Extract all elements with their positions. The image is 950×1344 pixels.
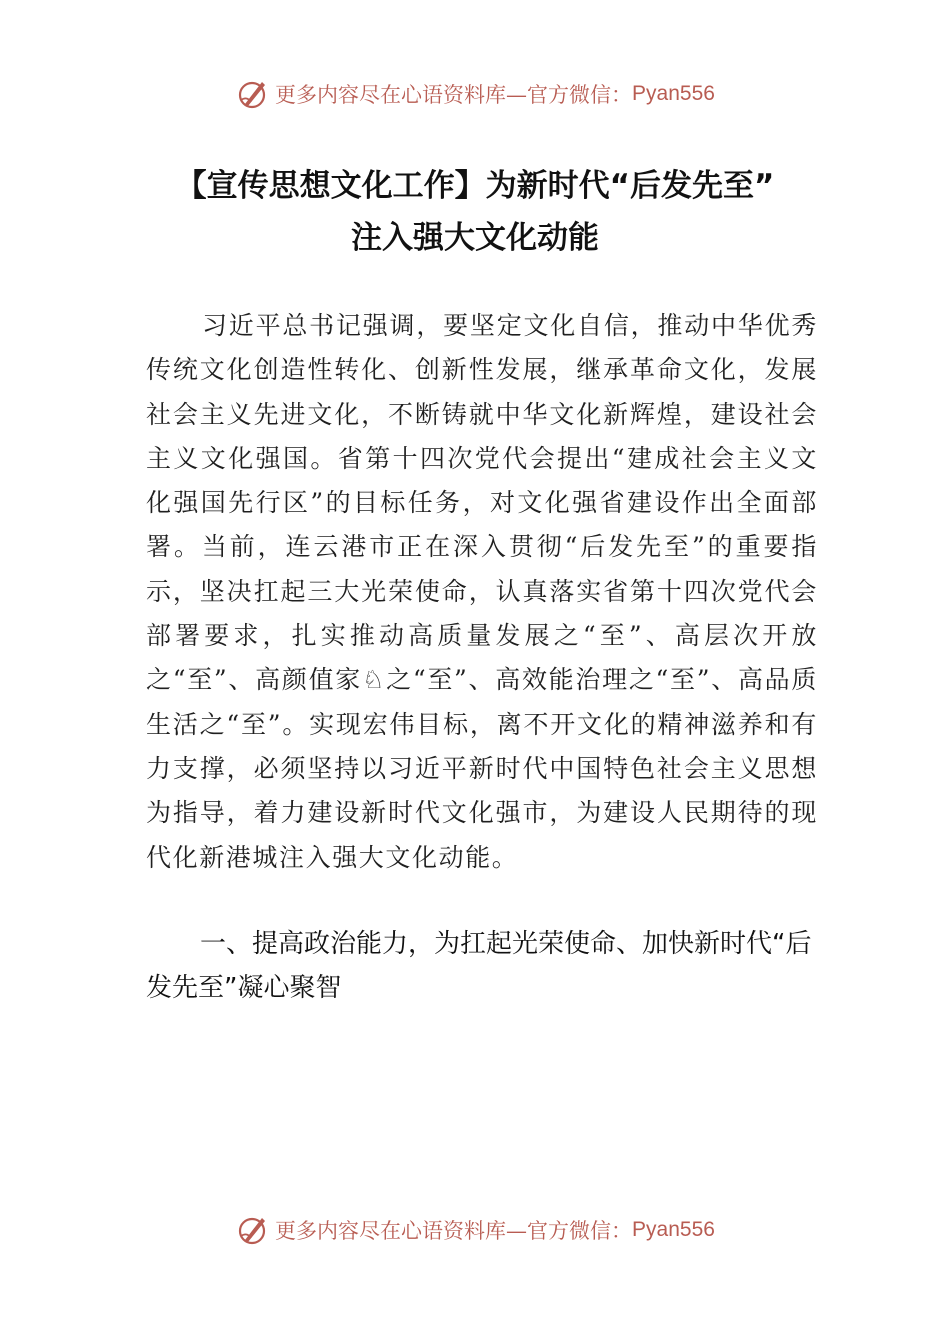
body-paragraph: 习近平总书记强调，要坚定文化自信，推动中华优秀传统文化创造性转化、创新性发展，继承革命文化，发展社会主义先进文化，不断铸就中华文化新辉煌，建设社会主义文化强国。省第十四次党代会提出“建成社会主义文化强国先行区”的目标任务，对文化强省建设作出全面部署。当前，连云港市正在深入贯彻“后发先至”的重要指示，坚决扛起三大光荣使命，认真落实省第十四次党代会部署要求，扎实推动高质量发展之“至”、高层次开放之“至”、高颜值家♘之“至”、高效能治理之“至”、高品质生活之“至”。实现宏伟目标，离不开文化的精神滋养和有力支撑，必须坚持以习近平新时代中国特色社会主义思想为指导，着力建设新时代文化强市，为建设人民期待的现代化新港城注入强大文化动能。 (146, 311, 818, 872)
section-heading: 一、提高政治能力，为扛起光荣使命、加快新时代“后发先至”凝心聚智 (146, 929, 812, 1003)
header-banner (0, 72, 950, 116)
footer-banner (0, 1208, 950, 1252)
pen-quill-logo-icon (235, 1212, 271, 1248)
title-line-1: 【宣传思想文化工作】为新时代“后发先至” (175, 168, 775, 204)
title-line-2: 注入强大文化动能 (351, 220, 599, 256)
footer-banner-text: 更多内容尽在心语资料库—官方微信： (275, 1219, 633, 1243)
document-title (100, 160, 850, 264)
footer-banner-wechat-id: Pyan556 (632, 1218, 715, 1241)
pen-quill-logo-icon (235, 76, 271, 112)
banner-text: 更多内容尽在心语资料库—官方微信： (275, 83, 633, 107)
banner-wechat-id: Pyan556 (632, 82, 715, 105)
